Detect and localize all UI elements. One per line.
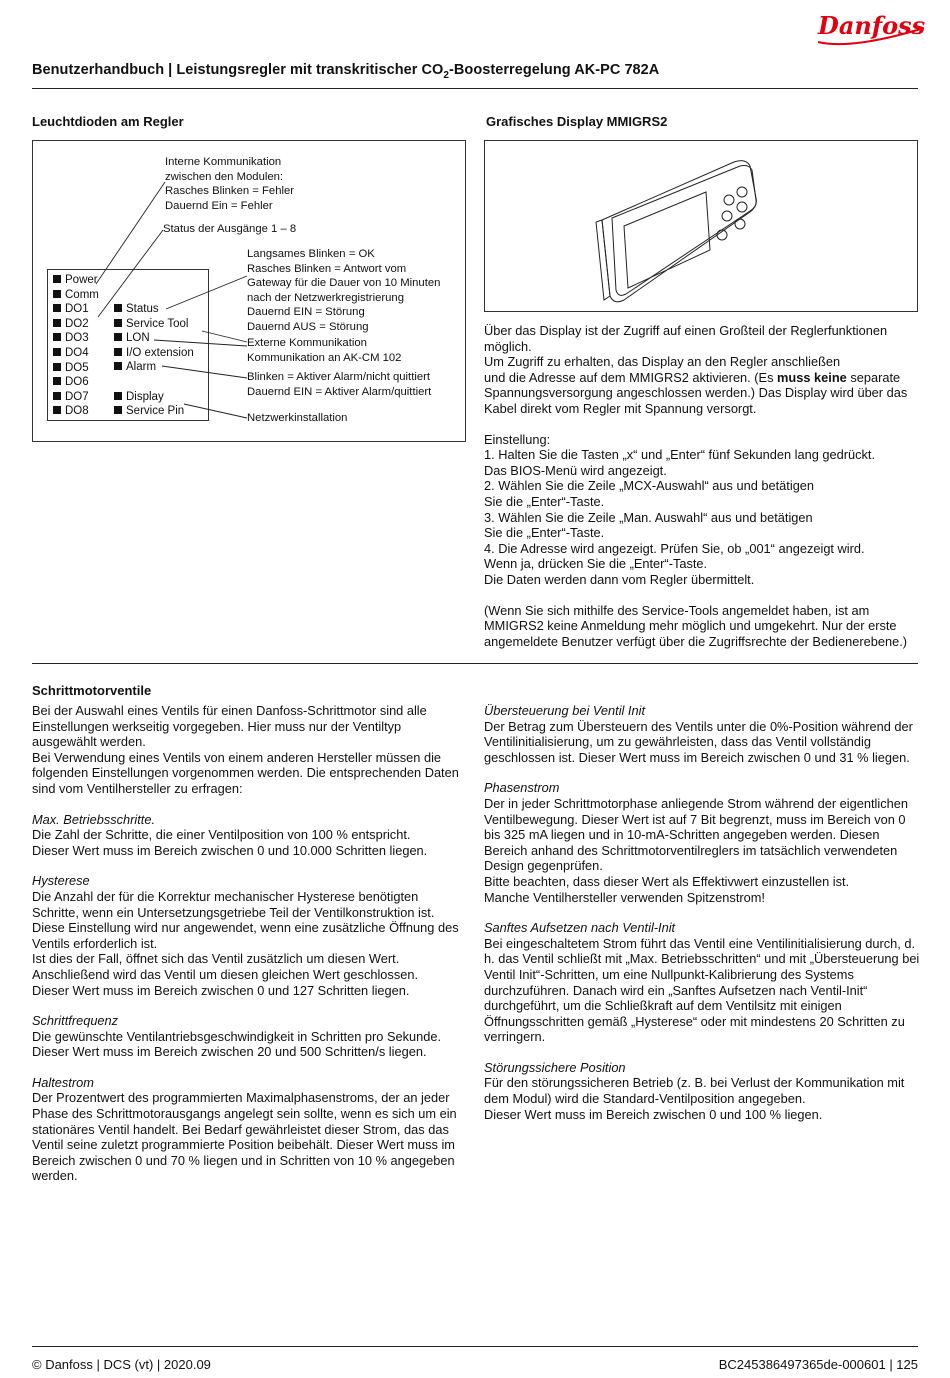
note-internal-comm: Interne Kommunikation zwischen den Modulen: Rasches Blinken = Fehler Dauernd Ein = Fehler [165,156,295,212]
param-text: Bei eingeschaltetem Strom führt das Ventil eine Ventilinitialisierung durch, d. h. das Ventil schließt mit „Max. Betriebsschritten“ und mit „Übersteuerung bei Ventil Init“-Schritten, um eine Nullpunkt-Kalibrierung des Systems durchzuführen. Danach wird ein „Sanftes Aufsetzen nach Ventil-Init“ durchgeführt, um die Schließkraft auf dem Ventilsitz mit einigen Öffnungsschritten gemäß „Hysterese“ oder mit mindestens 20 Schritten zu verringern. [484,935,920,1045]
note-network: Netzwerkinstallation [247,412,348,424]
note-outputs: Status der Ausgänge 1 – 8 [163,223,297,235]
led-item: Service Pin [114,404,194,419]
note-alarm: Blinken = Aktiver Alarm/nicht quittiert Dauernd EIN = Aktiver Alarm/quittiert [247,371,432,398]
leader-line [202,331,247,342]
display-description: Über das Display ist der Zugriff auf einen Großteil der Reglerfunktionen möglich. Um Zugriff zu erhalten, das Display an den Regler anschließen und die Adresse auf dem MMIGRS2 aktivieren. (Es muss keine separate Spannungsversorgung angeschlossen werden.) Das Display wird über das Kabel direkt vom Regler mit Spannung versorgt. Einstellung: 1. Halten Sie die Tasten „x“ und „Enter“ fünf Sekunden lang gedrückt. Das BIOS-Menü wird angezeigt. 2. Wählen Sie die Zeile „MCX-Auswahl“ aus und betätigen Sie die „Enter“-Taste. 3. Wählen Sie die Zeile „Man. Auswahl“ aus und betätigen Sie die „Enter“-Taste. 4. Die Adresse wird angezeigt. Prüfen Sie, ob „001“ angezeigt wird. Wenn ja, drücken Sie die „Enter“-Taste. Die Daten werden dann vom Regler übermittelt. (Wenn Sie sich mithilfe des Service-Tools angemeldet haben, ist am MMIGRS2 keine Anmeldung mehr möglich und umgekehrt. Nur der erste angemeldete Benutzer verfügt über die Zugriffsrechte der Bedienerebene.) [484,323,924,649]
led-item: Power [53,273,99,288]
param-heading: Störungssichere Position [484,1059,626,1075]
led-item: DO8 [53,404,99,419]
led-section-title: Leuchtdioden am Regler [32,114,184,129]
param-heading: Max. Betriebsschritte. [32,811,156,827]
param-text: Der Betrag zum Übersteuern des Ventils unter die 0%-Position während der Ventilinitialisierung, um zu gewährleisten, dass das Ventil vollständig geschlossen ist. Dieser Wert muss im Bereich zwischen 0 und 31 % liegen. [484,718,913,765]
logo-text: Danfoss [818,11,926,40]
stepper-left-column [32,703,468,1184]
param-text: Der in jeder Schrittmotorphase anliegende Strom während der eigentlichen Ventilbewegung. Dieser Wert ist auf 7 Bit begrenzt, muss im Bereich von 0 bis 325 mA liegen und in 10-mA-Schritten angegeben werden. Diesen Bereich anhand des Schrittmotorventilreglers im tatsächlich verwendeten Design gegenprüfen. Bitte beachten, dass dieser Wert als Effektivwert einzustellen ist. Manche Ventilhersteller verwenden Spitzenstrom! [484,795,908,905]
mmigrs2-display-illustration [484,140,916,310]
leader-line [154,340,247,346]
led-item: DO7 [53,390,99,405]
section-rule [32,663,918,664]
leader-line [162,366,247,378]
param-text: Die Anzahl der für die Korrektur mechanischer Hysterese benötigten Schritte, wenn ein Untersetzungsgetriebe Teil der Ventilkonstruktion ist. Diese Einstellung wird nur angewendet, wenn eine zusätzliche Öffnung des Ventils erforderlich ist. Ist dies der Fall, öffnet sich das Ventil zusätzlich um diesen Wert. Anschließend wird das Ventil um diesen gleichen Wert geschlossen. Dieser Wert muss im Bereich zwischen 0 und 127 Schritten liegen. [32,888,459,998]
led-item: Display [114,390,194,405]
led-item: Status [114,302,194,317]
stepper-right-column [484,703,924,1122]
footer-rule [32,1346,918,1347]
leader-line [96,182,165,284]
display-setup-steps: Einstellung: 1. Halten Sie die Tasten „x“ und „Enter“ fünf Sekunden lang gedrückt. Das BIOS-Menü wird angezeigt. 2. Wählen Sie die Zeile „MCX-Auswahl“ aus und betätigen Sie die „Enter“-Taste. 3. Wählen Sie die Zeile „Man. Auswahl“ aus und betätigen Sie die „Enter“-Taste. 4. Die Adresse wird angezeigt. Prüfen Sie, ob „001“ angezeigt wird. Wenn ja, drücken Sie die „Enter“-Taste. Die Daten werden dann vom Regler übermittelt. [484,431,876,587]
led-item: DO3 [53,331,99,346]
display-note: (Wenn Sie sich mithilfe des Service-Tools angemeldet haben, ist am MMIGRS2 keine Anmeldung mehr möglich und umgekehrt. Nur der erste angemeldete Benutzer verfügt über die Zugriffsrechte der Bedienerebene.) [484,602,908,649]
led-item: Alarm [114,360,194,375]
leader-line [98,230,163,317]
param-heading: Übersteuerung bei Ventil Init [484,703,646,718]
leader-line [166,276,247,309]
note-external-comm: Externe Kommunikation Kommunikation an AK-CM 102 [247,337,402,364]
param-heading: Sanftes Aufsetzen nach Ventil-Init [484,920,676,936]
note-status: Langsames Blinken = OK Rasches Blinken = Antwort vom Gateway für die Dauer von 10 Minuten nach der Netzwerkregistrierung Dauernd EIN = Störung Dauernd AUS = Störung [247,248,441,333]
led-item: DO4 [53,346,99,361]
stepper-section-title: Schrittmotorventile [32,683,152,698]
param-text: Die gewünschte Ventilantriebsgeschwindigkeit in Schritten pro Sekunde. Dieser Wert muss im Bereich zwischen 20 und 500 Schritten/s liegen. [32,1028,442,1060]
document-title: Benutzerhandbuch | Leistungsregler mit transkritischer $CO_2$-Boosterregelung AK-PC 782A [32,62,660,81]
param-text: Der Prozentwert des programmierten Maximalphasenstroms, der an jeder Phase des Schrittmotorausgangs angelegt sein sollte, wenn es sich um ein stationäres Ventil handelt. Bei Bedarf gewährleistet dieser Strom, das das Ventil seine zuletzt programmierte Position beibehält. Dieser Wert muss im Bereich zwischen 0 und 70 % liegen und in Schritten von 10 % angegeben werden. [32,1090,457,1184]
param-heading: Hysterese [32,873,90,889]
led-item: DO1 [53,302,99,317]
stepper-intro: Bei der Auswahl eines Ventils für einen Danfoss-Schrittmotor sind alle Einstellungen werkseitig vorgegeben. Hier muss nur der Ventiltyp ausgewählt werden. Bei Verwendung eines Ventils von einem anderen Hersteller müssen die folgenden Einstellungen vorgenommen werden. Die entsprechenden Daten sind vom Ventilhersteller zu erfragen: [32,703,459,796]
led-item: DO5 [53,361,99,376]
footer-left: © Danfoss | DCS (vt) | 2020.09 [32,1357,211,1372]
keypad-button [735,219,745,229]
param-text: Die Zahl der Schritte, die einer Ventilposition von 100 % entspricht. Dieser Wert muss im Bereich zwischen 0 und 10.000 Schritten liegen. [32,827,428,858]
led-item: Comm [53,288,99,303]
leader-lines [0,0,470,440]
danfoss-logo [812,6,930,48]
footer-right: BC245386497365de-000601 | 125 [718,1357,918,1372]
led-item: I/O extension [114,346,194,361]
param-heading: Phasenstrom [484,780,560,796]
param-text: Für den störungssicheren Betrieb (z. B. bei Verlust der Kommunikation mit dem Modul) wird die Standard-Ventilposition angegeben. Dieser Wert muss im Bereich zwischen 0 und 100 % liegen. [484,1075,905,1122]
led-item: Service Tool [114,317,194,332]
param-heading: Haltestrom [32,1074,94,1090]
led-item: DO6 [53,375,99,390]
leader-line [184,404,247,418]
led-item: LON [114,331,194,346]
led-item: DO2 [53,317,99,332]
param-heading: Schrittfrequenz [32,1013,119,1029]
display-section-title: Grafisches Display MMIGRS2 [486,114,668,129]
